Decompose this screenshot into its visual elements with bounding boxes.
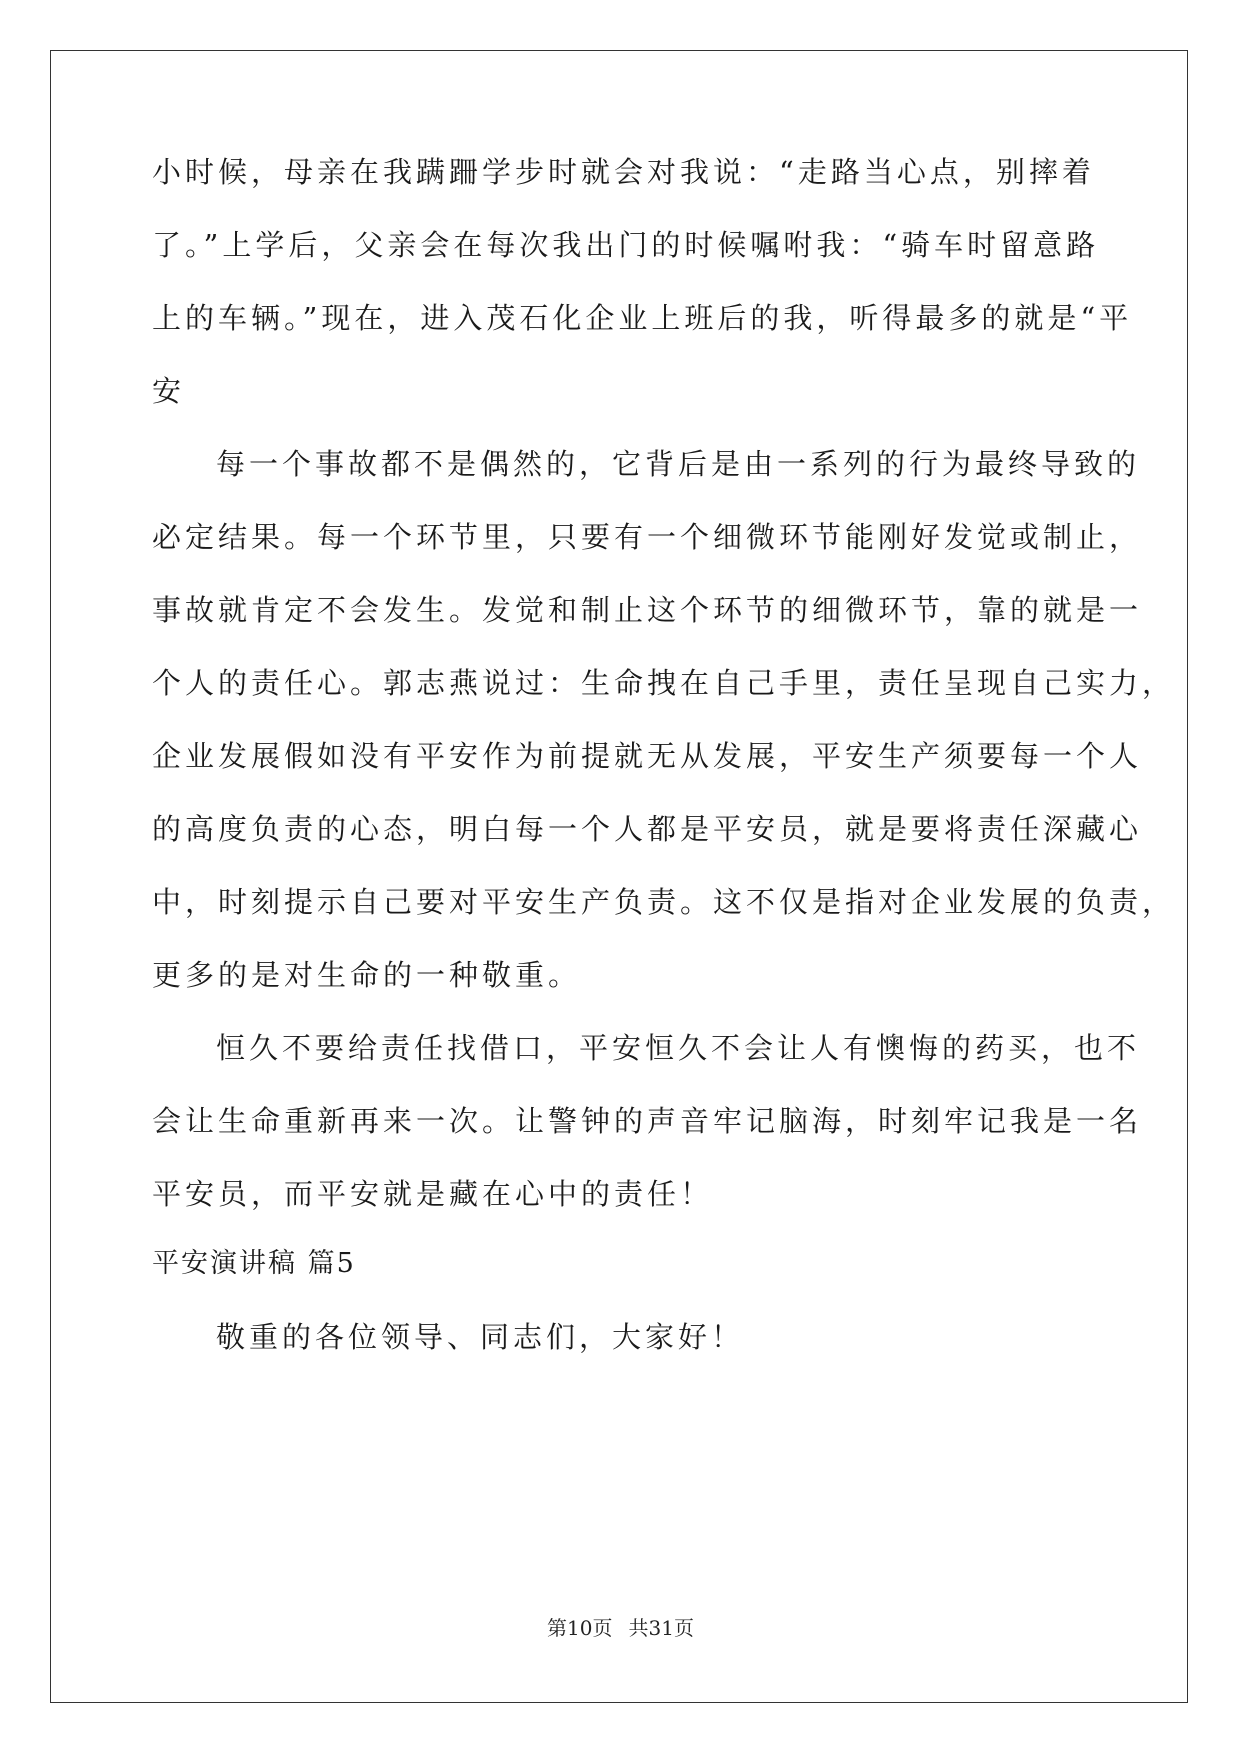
paragraph-3-line-2: 会让生命重新再来一次。让警钟的声音牢记脑海，时刻牢记我是一名: [152, 1104, 1143, 1138]
paragraph-1-line-3: 上的车辆。”现在，进入茂石化企业上班后的我，听得最多的就是“平: [152, 301, 1133, 335]
section-heading: 平安演讲稿 篇5: [152, 1248, 356, 1279]
paragraph-2-line-7: 中，时刻提示自己要对平安生产负责。这不仅是指对企业发展的负责，: [152, 885, 1176, 919]
page-number: 第10页: [547, 1616, 613, 1640]
paragraph-3-line-3: 平安员，而平安就是藏在心中的责任！: [152, 1177, 714, 1211]
paragraph-2-line-6: 的高度负责的心态，明白每一个人都是平安员，就是要将责任深藏心: [152, 812, 1143, 846]
paragraph-1-line-2: 了。”上学后，父亲会在每次我出门的时候嘱咐我：“骑车时留意路: [152, 228, 1100, 262]
paragraph-1-line-1: 小时候，母亲在我蹒跚学步时就会对我说：“走路当心点，别摔着: [152, 155, 1095, 189]
paragraph-3-line-1: 恒久不要给责任找借口，平安恒久不会让人有懊悔的药买，也不: [216, 1031, 1141, 1065]
paragraph-2-line-2: 必定结果。每一个环节里，只要有一个细微环节能刚好发觉或制止，: [152, 520, 1143, 554]
greeting: 敬重的各位领导、同志们，大家好！: [216, 1320, 745, 1354]
paragraph-2-line-4: 个人的责任心。郭志燕说过：生命拽在自己手里，责任呈现自己实力，: [152, 666, 1176, 700]
paragraph-1-line-4: 安: [152, 374, 186, 408]
page-total: 共31页: [628, 1616, 694, 1640]
paragraph-2-line-8: 更多的是对生命的一种敬重。: [152, 958, 582, 992]
paragraph-2-line-5: 企业发展假如没有平安作为前提就无从发展，平安生产须要每一个人: [152, 739, 1143, 773]
paragraph-2-line-3: 事故就肯定不会发生。发觉和制止这个环节的细微环节，靠的就是一: [152, 593, 1143, 627]
page-footer: [0, 1615, 1241, 1641]
paragraph-2-line-1: 每一个事故都不是偶然的，它背后是由一系列的行为最终导致的: [216, 447, 1141, 481]
